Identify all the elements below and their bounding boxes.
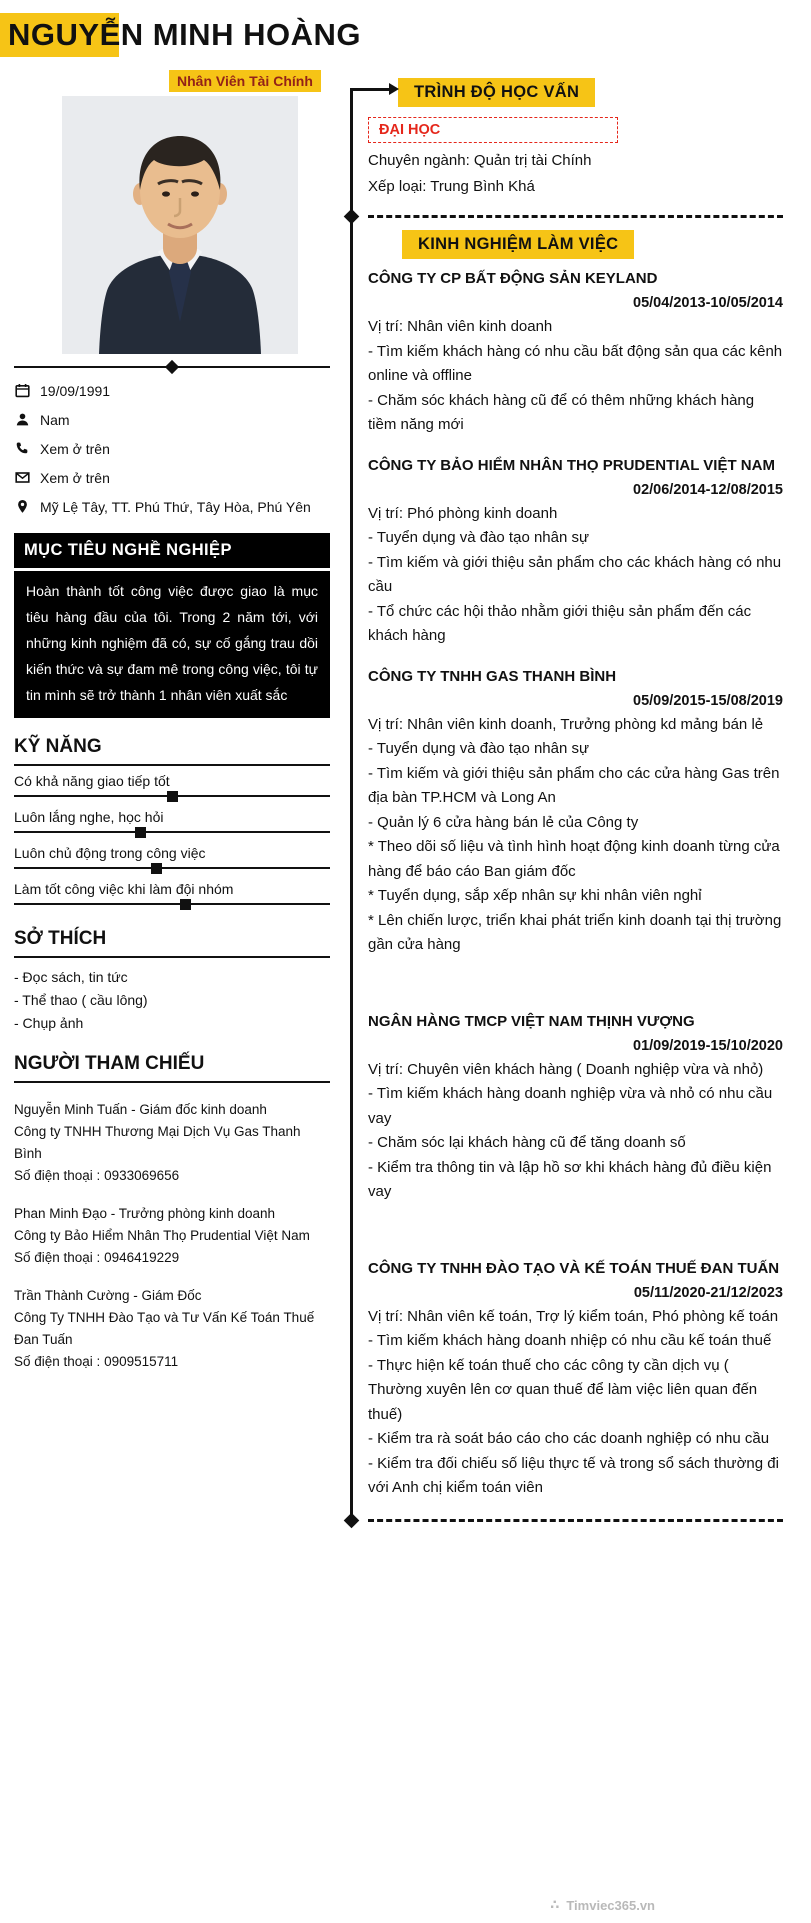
skill-level-marker xyxy=(151,863,162,874)
job-detail-line: Vị trí: Nhân viên kế toán, Trợ lý kiểm toán, Phó phòng kế toán xyxy=(368,1307,779,1325)
user-icon xyxy=(14,412,30,427)
job-detail-line: - Tìm kiếm khách hàng có nhu cầu bất động sản qua các kênh online và offline xyxy=(368,342,783,384)
skills-heading: KỸ NĂNG xyxy=(14,736,330,766)
reference-name: Nguyễn Minh Tuấn - Giám đốc kinh doanh xyxy=(14,1102,267,1117)
job-detail-line: Vị trí: Nhân viên kinh doanh, Trưởng phòng kd mảng bán lẻ xyxy=(368,715,764,733)
candidate-name: NGUYỄN MINH HOÀNG xyxy=(8,17,361,52)
job-detail-line: - Chăm sóc lại khách hàng cũ để tăng doanh số xyxy=(368,1134,686,1151)
skill-level-marker xyxy=(167,791,178,802)
info-row-phone xyxy=(14,434,330,463)
left-column xyxy=(14,58,330,1373)
job-period: 05/11/2020-21/12/2023 xyxy=(633,1284,783,1301)
name-row xyxy=(8,12,811,58)
references-list xyxy=(14,1099,330,1373)
objective-heading: MỤC TIÊU NGHỀ NGHIỆP xyxy=(14,533,330,568)
job-detail-line: - Tuyển dụng và đào tạo nhân sự xyxy=(368,529,590,546)
job-company: CÔNG TY BẢO HIỂM NHÂN THỌ PRUDENTIAL VIỆT NAM xyxy=(368,456,775,474)
skill-label: Luôn lắng nghe, học hỏi xyxy=(14,809,164,825)
reference-item xyxy=(14,1203,330,1269)
job-detail-line: - Tìm kiếm và giới thiệu sản phẩm cho các khách hàng có nhu cầu xyxy=(368,553,782,595)
profile-photo-illustration xyxy=(62,96,298,354)
timeline-arrow-icon xyxy=(350,88,390,91)
job-detail-line: - Kiểm tra đối chiếu số liệu thực tế và trong sổ sách thường đi với Anh chị kiểm toán viên xyxy=(368,1454,779,1496)
job-detail-line: Vị trí: Chuyên viên khách hàng ( Doanh nghiệp vừa và nhỏ) xyxy=(368,1060,764,1078)
job-entry xyxy=(368,665,783,958)
job-detail-line: - Kiểm tra rà soát báo cáo cho các doanh nghiệp có nhu cầu xyxy=(368,1430,770,1447)
email-icon xyxy=(14,470,30,485)
timeline-divider xyxy=(368,215,783,218)
reference-item xyxy=(14,1285,330,1373)
reference-name: Phan Minh Đạo - Trưởng phòng kinh doanh xyxy=(14,1206,276,1221)
skill-label: Làm tốt công việc khi làm đội nhóm xyxy=(14,881,234,897)
job-entry xyxy=(368,1010,783,1205)
references-heading: NGƯỜI THAM CHIẾU xyxy=(14,1053,330,1083)
skill-item xyxy=(14,772,330,802)
job-detail-line: - Tìm kiếm khách hàng doanh nhiệp có nhu cầu kế toán thuế xyxy=(368,1332,772,1349)
job-period: 01/09/2019-15/10/2020 xyxy=(633,1037,783,1054)
job-company: CÔNG TY TNHH ĐÀO TẠO VÀ KẾ TOÁN THUẾ ĐAN TUẤN xyxy=(368,1259,780,1277)
header xyxy=(0,12,811,58)
job-entry xyxy=(368,267,783,438)
dob-value: 19/09/1991 xyxy=(40,382,111,399)
job-detail-line: * Tuyển dụng, sắp xếp nhân sự khi nhân viên nghỉ xyxy=(368,887,702,904)
job-entry xyxy=(368,1257,783,1501)
job-entry xyxy=(368,454,783,649)
objective-body: Hoàn thành tốt công việc được giao là mục tiêu hàng đầu của tôi. Trong 2 năm tới, với những kinh nghiệm đã có, sự cố gắng trau dồi kiến thức và sự đam mê trong công việc, tôi tự tin mình sẽ trở thành 1 nhân viên xuất sắc xyxy=(14,571,330,718)
phone-value: Xem ở trên xyxy=(40,440,110,457)
info-row-gender xyxy=(14,405,330,434)
diamond-icon xyxy=(344,1512,360,1528)
job-period: 05/04/2013-10/05/2014 xyxy=(633,295,783,311)
diamond-icon xyxy=(344,209,360,225)
columns xyxy=(0,58,811,1758)
email-value: Xem ở trên xyxy=(40,469,110,486)
skill-bar xyxy=(14,898,330,910)
diamond-icon xyxy=(165,360,179,374)
job-detail-line: - Tìm kiếm và giới thiệu sản phẩm cho các cửa hàng Gas trên địa bàn TP.HCM và Long An xyxy=(368,764,780,806)
skill-item xyxy=(14,808,330,838)
job-detail-line: - Tổ chức các hội thảo nhằm giới thiệu sản phẩm đến các khách hàng xyxy=(368,602,752,644)
profile-photo xyxy=(62,96,298,354)
job-detail-line: - Quản lý 6 cửa hàng bán lẻ của Công ty xyxy=(368,813,639,831)
reference-phone: Số điện thoại : 0909515711 xyxy=(14,1354,179,1369)
photo-divider xyxy=(14,366,330,368)
personal-info-list xyxy=(14,376,330,521)
job-detail-line: * Theo dõi số liệu và tình hình hoạt động kinh doanh từng cửa hàng để báo cáo Ban giám đốc xyxy=(368,838,780,880)
job-title-badge: Nhân Viên Tài Chính xyxy=(169,70,321,92)
skill-label: Luôn chủ động trong công việc xyxy=(14,845,206,861)
degree-box: ĐẠI HỌC xyxy=(368,117,618,143)
calendar-icon xyxy=(14,383,30,398)
education-major: Chuyên ngành: Quản trị tài Chính xyxy=(368,152,592,169)
info-row-dob xyxy=(14,376,330,405)
job-period: 02/06/2014-12/08/2015 xyxy=(633,481,783,498)
job-detail-line: Vị trí: Nhân viên kinh doanh xyxy=(368,318,553,335)
reference-item xyxy=(14,1099,330,1187)
skills-list xyxy=(14,772,330,910)
phone-icon xyxy=(14,441,30,456)
reference-company: Công ty Bảo Hiểm Nhân Thọ Prudential Việt Nam xyxy=(14,1228,310,1243)
job-company: CÔNG TY CP BẤT ĐỘNG SẢN KEYLAND xyxy=(368,270,658,287)
hobby-item: - Thể thao ( cầu lông) xyxy=(14,992,148,1008)
right-column xyxy=(336,58,811,1758)
timeline-end-divider xyxy=(368,1519,783,1522)
footer-logo-icon: ∴ xyxy=(550,1897,561,1912)
reference-name: Trần Thành Cường - Giám Đốc xyxy=(14,1288,202,1303)
info-row-address xyxy=(14,492,330,521)
skill-label: Có khả năng giao tiếp tốt xyxy=(14,773,170,789)
skill-bar xyxy=(14,826,330,838)
job-company: NGÂN HÀNG TMCP VIỆT NAM THỊNH VƯỢNG xyxy=(368,1012,695,1030)
skill-bar xyxy=(14,790,330,802)
job-detail-line: - Tuyển dụng và đào tạo nhân sự xyxy=(368,740,590,757)
reference-phone: Số điện thoại : 0946419229 xyxy=(14,1250,180,1265)
footer-brand: Timviec365.vn xyxy=(566,1897,655,1913)
hobby-item: - Đọc sách, tin tức xyxy=(14,969,128,985)
skill-level-marker xyxy=(180,899,191,910)
location-icon xyxy=(14,499,30,514)
skill-bar xyxy=(14,862,330,874)
hobbies-heading: SỞ THÍCH xyxy=(14,928,330,958)
job-detail-line: - Thực hiện kế toán thuế cho các công ty cần dịch vụ ( Thường xuyên lên cơ quan thuế để làm việc liên quan đến thuế) xyxy=(368,1356,758,1423)
education-heading: TRÌNH ĐỘ HỌC VẤN xyxy=(398,78,595,107)
education-grade: Xếp loại: Trung Bình Khá xyxy=(368,178,535,195)
skill-item xyxy=(14,880,330,910)
reference-company: Công Ty TNHH Đào Tạo và Tư Vấn Kế Toán Thuế Đan Tuấn xyxy=(14,1310,315,1347)
job-period: 05/09/2015-15/08/2019 xyxy=(633,692,783,709)
address-value: Mỹ Lệ Tây, TT. Phú Thứ, Tây Hòa, Phú Yên xyxy=(40,498,311,515)
hobbies-list xyxy=(14,966,330,1035)
footer-watermark xyxy=(550,1897,655,1913)
reference-phone: Số điện thoại : 0933069656 xyxy=(14,1168,180,1183)
job-detail-line: * Lên chiến lược, triển khai phát triển kinh doanh tại thị trường gần cửa hàng xyxy=(368,911,782,953)
reference-company: Công ty TNHH Thương Mại Dịch Vụ Gas Thanh Bình xyxy=(14,1124,301,1161)
experience-heading: KINH NGHIỆM LÀM VIỆC xyxy=(402,230,634,259)
skill-item xyxy=(14,844,330,874)
gender-value: Nam xyxy=(40,411,70,428)
hobby-item: - Chụp ảnh xyxy=(14,1015,84,1031)
job-detail-line: Vị trí: Phó phòng kinh doanh xyxy=(368,504,558,522)
info-row-email xyxy=(14,463,330,492)
job-detail-line: - Chăm sóc khách hàng cũ để có thêm những khách hàng tiềm năng mới xyxy=(368,391,755,433)
skill-level-marker xyxy=(135,827,146,838)
job-detail-line: - Tìm kiếm khách hàng doanh nghiệp vừa và nhỏ có nhu cầu vay xyxy=(368,1085,773,1127)
job-detail-line: - Kiểm tra thông tin và lập hồ sơ khi khách hàng đủ điều kiện vay xyxy=(368,1158,772,1200)
job-company: CÔNG TY TNHH GAS THANH BÌNH xyxy=(368,667,617,685)
timeline-line xyxy=(350,89,353,1521)
